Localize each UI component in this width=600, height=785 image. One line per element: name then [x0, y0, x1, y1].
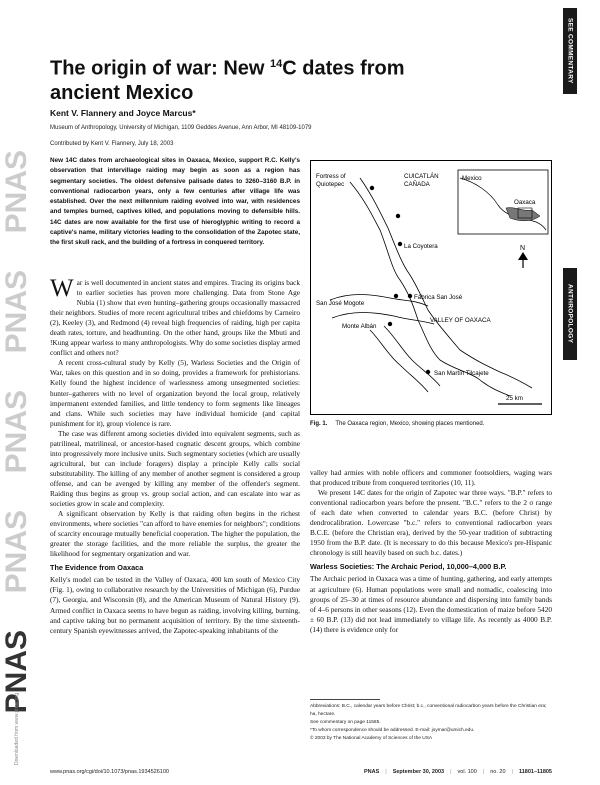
- map-label: VALLEY OF OAXACA: [430, 317, 491, 324]
- body-column-right: [310, 468, 552, 635]
- section-heading: Warless Societies: The Archaic Period, 10,000–4,000 B.P.: [310, 562, 507, 572]
- figure-number: Fig. 1.: [310, 421, 328, 427]
- section-heading: The Evidence from Oaxaca: [50, 563, 144, 573]
- caption-text: The Oaxaca region, Mexico, showing places mentioned.: [335, 421, 485, 427]
- map-label: San José Mogote: [316, 300, 365, 307]
- separator: |: [450, 769, 452, 775]
- paragraph: A significant observation by Kelly is that raiding often begins in the richest environments, where societies "can afford to have enemies for neighbors"; conditions of scarcity encourage mutually beneficial cooperation. The higher the population, the greater the storage facilities, and the more reliable the surplus, the greater the likelihood for segmentary organization and war.: [50, 509, 300, 559]
- map-label: Fortress of: [316, 173, 346, 180]
- figure-map: [310, 160, 552, 415]
- article-title: [50, 52, 470, 105]
- footnote: *To whom correspondence should be addressed. E-mail: joymar@umich.edu.: [310, 728, 475, 733]
- map-label: Monte Albán: [342, 323, 377, 330]
- footnote: Abbreviations: B.C., calendar years before Christ; b.c., conventional radiocarbon years before the Christian era; ha, hectare.: [310, 704, 547, 717]
- pnas-watermark: PNAS: [0, 630, 33, 714]
- map-label: Oaxaca: [514, 199, 536, 206]
- footnote: See commentary on page 11585.: [310, 720, 381, 725]
- pnas-watermark: PNAS: [0, 270, 33, 354]
- site-marker: [408, 294, 412, 298]
- journal-footer: [310, 769, 552, 775]
- scale-label: 25 km: [506, 395, 523, 402]
- map-label: CAÑADA: [404, 181, 430, 188]
- map-label: Fábrica San José: [414, 294, 463, 301]
- title-superscript: 14: [270, 58, 283, 70]
- footnotes: [310, 703, 552, 743]
- site-marker: [426, 370, 430, 374]
- map-label: CUICATLÁN: [404, 173, 439, 180]
- pnas-watermark: PNAS: [0, 150, 33, 234]
- authors: Kent V. Flannery and Joyce Marcus*: [50, 108, 196, 118]
- journal-name: PNAS: [363, 769, 380, 775]
- body-column-left: [50, 275, 300, 636]
- paragraph: The case was different among societies divided into equivalent segments, such as patrilineal, matrilineal, or ancestor-based cognatic descent groups, which combine into progressively more inclusive units. Such segmentary societies (which are usually agricultural, but can include foragers) display a principle Kelly calls social substitutability. The killing of any member of another segment is considered a group offense, and can be avenged by killing any member of the offender's segment. Raiding thus begins as group vs. group social action, and can escalate into war as societies grow in scale and complexity.: [50, 428, 300, 509]
- pnas-watermark: PNAS: [0, 390, 33, 474]
- title-part: The origin of war: New: [50, 57, 271, 80]
- separator: |: [385, 769, 387, 775]
- site-marker: [396, 214, 400, 218]
- pnas-watermark: PNAS: [0, 510, 33, 594]
- paragraph: A recent cross-cultural study by Kelly (5), Warless Societies and the Origin of War, takes on this question and in so doing, provides a framework for prehistorians. Kelly found the highest incidence of warlessness among unsegmented societies: hunter–gatherers with no level of organization beyond the local group, relatively impermanent extended families, and little tendency to form segments like lineages and clans. While such societies may have individual homicide (and capital punishment for it), group violence is rare.: [50, 358, 300, 428]
- paragraph: The Archaic period in Oaxaca was a time of hunting, gathering, and early attempts at agriculture (6). Human populations were small and nomadic, coalescing into groups of 25–30 at times of resource abundance and dispersing into family bands of 4–6 persons in other seasons (12). Even the domestication of maize before 5420 ± 60 B.P. (13) did not lead immediately to village life. As recently as 4000 B.P. (14) there is evidence only for: [310, 574, 552, 634]
- contributed-line: Contributed by Kent V. Flannery, July 18, 2003: [50, 141, 174, 147]
- site-marker: [398, 242, 402, 246]
- figure-caption: [310, 421, 552, 427]
- drop-cap: W: [50, 275, 74, 302]
- map-label: La Coyotera: [404, 243, 438, 250]
- map-label: Mexico: [462, 175, 482, 182]
- site-marker: [394, 294, 398, 298]
- map-label: Quiotepec: [316, 181, 345, 188]
- issue-date: September 30, 2003: [392, 769, 445, 775]
- section-tab: [563, 268, 577, 360]
- see-commentary-tab[interactable]: [563, 8, 577, 94]
- abstract: New 14C dates from archaeological sites in Oaxaca, Mexico, support R.C. Kelly's observation that intervillage raiding may begin as soon as a region has segmentary societies. The oldest defensive palisade dates to 3260–3160 B.P. in conventional radiocarbon years, only a few centuries after village life was established. Over the next millennium raiding evolved into war, with residences and temples burned, captives killed, and populations moving to defensible hills. 14C dates are now available for the first use of hieroglyphic writing to record a captive's name, military victories leading to the consolidation of the Zapotec state, the first skull rack, and the building of a fortress in conquered territory.: [50, 157, 300, 247]
- page-range: 11801–11805: [518, 769, 552, 775]
- paragraph-text: ar is well documented in ancient states and empires. Tracing its origins back to earlier societies has proven more challenging. Data from Stone Age Nubia (1) show that even hunting–gathering groups occasionally massacred their neighbors. Studies of more recent agricultural tribes and chiefdoms by Carneiro (2), Keeley (3), and Redmond (4) reveal high frequencies of raiding, high per capita death rates, torture, and headhunting. On the other hand, groups like the Mbuti and !Kung appear warless to many anthropologists. Why do some societies display armed conflict and others not?: [50, 278, 300, 358]
- site-marker: [388, 322, 392, 326]
- map-label: San Martín Tilcajete: [434, 370, 489, 377]
- separator: |: [511, 769, 513, 775]
- oaxaca-map: [310, 160, 552, 415]
- paragraph: valley had armies with noble officers and commoner footsoldiers, waging wars that produced tribute from conquered territories (10, 11).: [310, 468, 552, 488]
- site-marker: [370, 186, 374, 190]
- volume: vol. 100: [457, 769, 477, 775]
- north-label: N: [520, 245, 526, 252]
- footnote: © 2003 by The National Academy of Sciences of the USA: [310, 736, 433, 741]
- paragraph: We present 14C dates for the origin of Zapotec war three ways. "B.P." refers to conventional radiocarbon years before the present. "B.C." refers to the 2 σ range of each date when converted to calendar years B.C. (before Christ) by dendrocalibration. Lowercase "b.c." refers to conventional radiocarbon years B.C.E. (before the Christian era), derived by the 50-year tradition of subtracting 1950 from the B.P. date. (It is necessary to do this because Mexico's pre-Hispanic chronology is still heavily based on such b.c. dates.): [310, 488, 552, 558]
- footnote-rule: [310, 699, 380, 700]
- issue-number: no. 20: [490, 769, 506, 775]
- separator: |: [482, 769, 485, 775]
- see-commentary-label: SEE COMMENTARY: [566, 18, 574, 84]
- doi-link[interactable]: www.pnas.org/cgi/doi/10.1073/pnas.1934526100: [50, 769, 169, 775]
- paragraph: Kelly's model can be tested in the Valley of Oaxaca, 400 km south of Mexico City (Fig. 1), owing to collaborative research by the Universities of Michigan (6), Purdue (7), Georgia, and Wisconsin (8), and the American Museum of Natural History (9). Armed conflict in Oaxaca seems to have begun as raiding, involving killing, burning, and captive taking but no permanent acquisition of territory. By the time sixteenth-century Spanish eyewitnesses arrived, the Zapotec-speaking inhabitants of the: [50, 575, 300, 635]
- title-part: C dates from ancient Mexico: [50, 57, 405, 104]
- download-note: Downloaded from www.pnas.org: [14, 693, 20, 765]
- paragraph: [50, 275, 300, 358]
- section-label: ANTHROPOLOGY: [566, 284, 574, 344]
- affiliation: Museum of Anthropology, University of Michigan, 1109 Geddes Avenue, Ann Arbor, MI 48109-1079: [50, 125, 312, 131]
